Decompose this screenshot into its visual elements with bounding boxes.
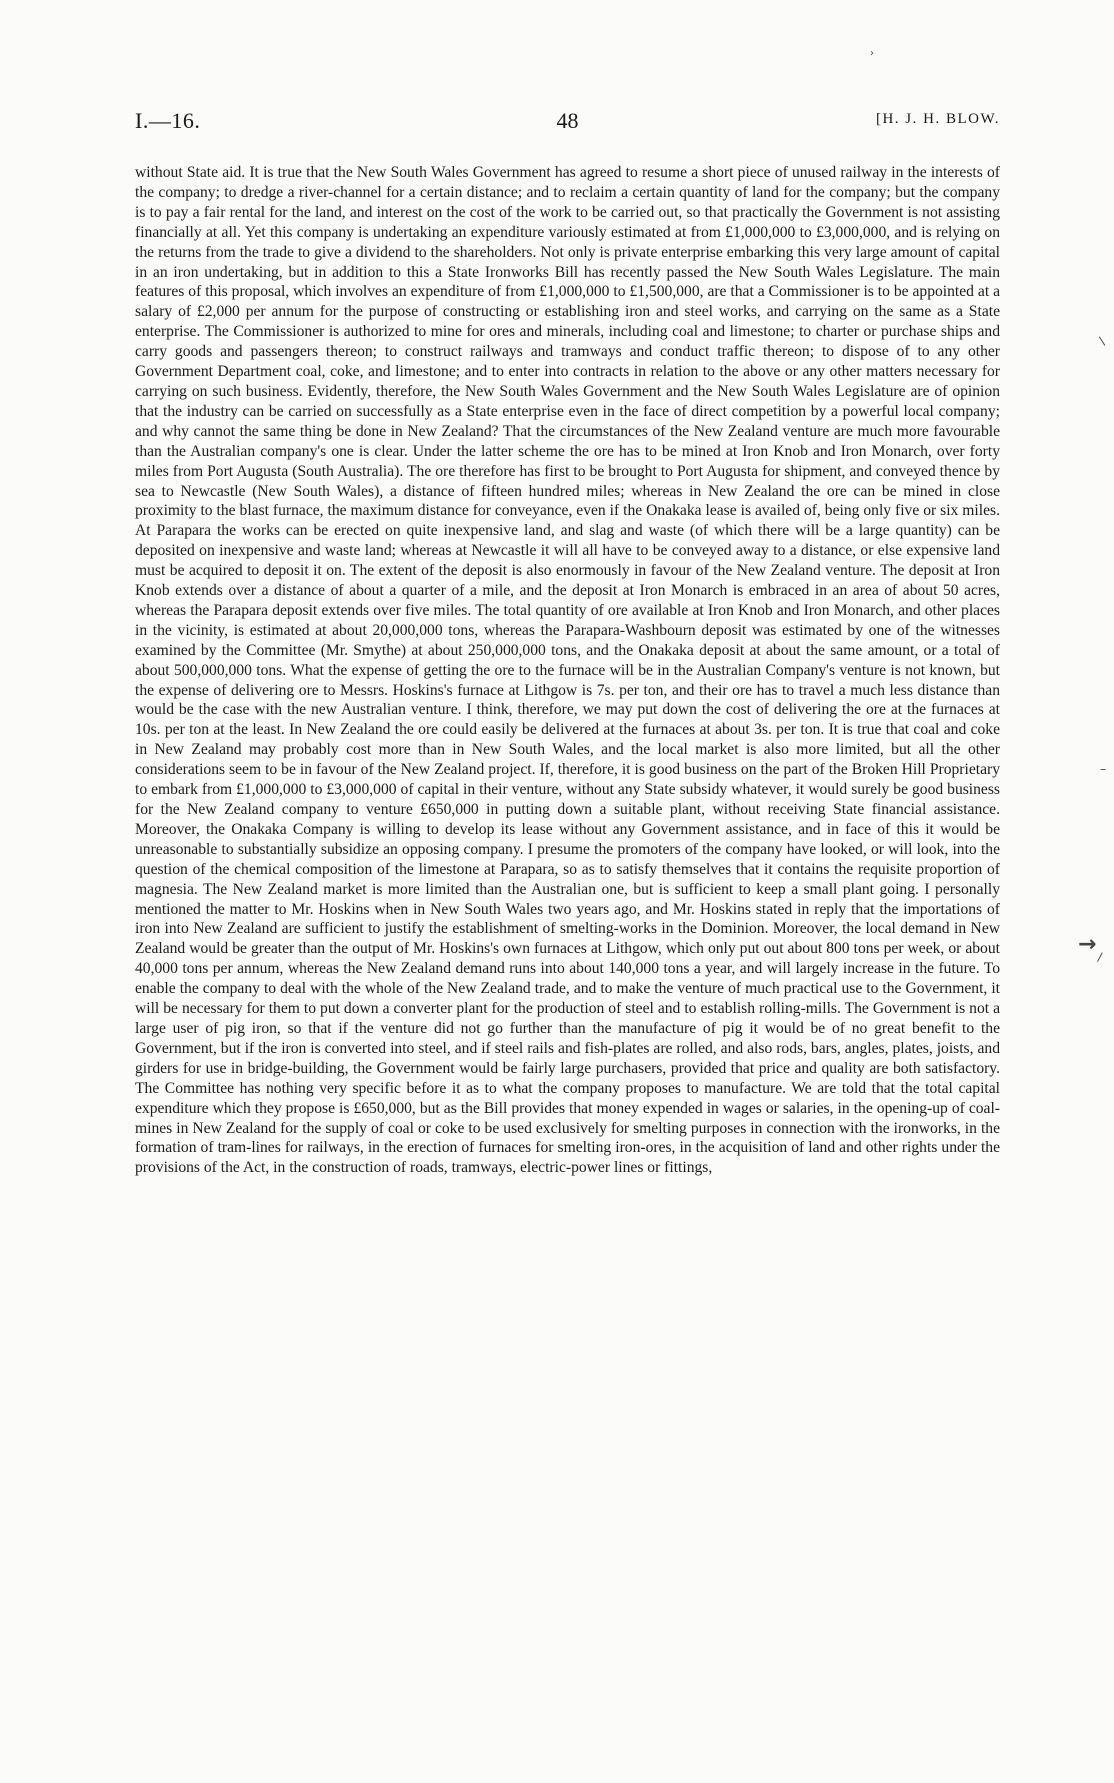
page-number: 48 (556, 108, 579, 133)
witness-name: [H. J. H. BLOW. (875, 111, 1000, 127)
margin-arrow-mark: → (1078, 932, 1097, 957)
margin-pencil-mark: / (1095, 334, 1109, 348)
margin-pencil-mark: – (1100, 762, 1106, 776)
scan-speck: › (870, 48, 874, 59)
body-text (135, 163, 1000, 1178)
margin-pencil-mark: \ (1093, 950, 1107, 964)
paper-reference: I.—16. (135, 108, 201, 133)
body-paragraph: without State aid. It is true that the New South Wales Government has agreed to resume a short piece of unused railway in the interests of the company; to dredge a river-channel for a certain distance; and to reclaim a certain quantity of land for the company; but the company is to pay a fair rental for the land, and interest on the cost of the work to be carried out, so that practically the Government is not assisting financially at all. Yet this company is undertaking an expenditure variously estimated at from £1,000,000 to £3,000,000, and is relying on the returns from the trade to give a dividend to the shareholders. Not only is private enterprise embarking this very large amount of capital in an iron undertaking, but in addition to this a State Ironworks Bill has recently passed the New South Wales Legislature. The main features of this proposal, which involves an expenditure of from £1,000,000 to £1,500,000, are that a Commissioner is to be appointed at a salary of £2,000 per annum for the purpose of constructing or establishing iron and steel works, and carrying on the same as a State enterprise. The Commissioner is authorized to mine for ores and minerals, including coal and limestone; to charter or purchase ships and carry goods and passengers thereon; to construct railways and tramways and conduct traffic thereon; to dispose of to any other Government Department coal, coke, and limestone; and to enter into contracts in relation to the above or any other matters necessary for carrying on such business. Evidently, therefore, the New South Wales Government and the New South Wales Legislature are of opinion that the industry can be carried on successfully as a State enterprise even in the face of direct competition by a powerful local company; and why cannot the same thing be done in New Zealand? That the circumstances of the New Zealand venture are much more favourable than the Australian company's one is clear. Under the latter scheme the ore has to be mined at Iron Knob and Iron Monarch, over forty miles from Port Augusta (South Australia). The ore therefore has first to be brought to Port Augusta for shipment, and conveyed thence by sea to Newcastle (New South Wales), a distance of fifteen hundred miles; whereas in New Zealand the ore can be mined in close proximity to the blast furnace, the maximum distance for conveyance, even if the Onakaka lease is availed of, being only five or six miles. At Parapara the works can be erected on quite inexpensive land, and slag and waste (of which there will be a large quantity) can be deposited on inexpensive and waste land; whereas at Newcastle it will all have to be conveyed away to a distance, or else expensive land must be acquired to deposit it on. The extent of the deposit is also enormously in favour of the New Zealand venture. The deposit at Iron Knob extends over a distance of about a quarter of a mile, and the deposit at Iron Monarch is embraced in an area of about 50 acres, whereas the Parapara deposit extends over five miles. The total quantity of ore available at Iron Knob and Iron Monarch, and other places in the vicinity, is estimated at about 20,000,000 tons, whereas the Parapara-Washbourn deposit was estimated by one of the witnesses examined by the Committee (Mr. Smythe) at about 250,000,000 tons, and the Onakaka deposit at about the same amount, or a total of about 500,000,000 tons. What the expense of getting the ore to the furnace will be in the Australian Company's venture is not known, but the expense of delivering ore to Messrs. Hoskins's furnace at Lithgow is 7s. per ton, and their ore has to travel a much less distance than would be the case with the new Australian venture. I think, therefore, we may put down the cost of delivering the ore at the furnaces at 10s. per ton at the least. In New Zealand the ore could easily be delivered at the furnaces at about 3s. per ton. It is true that coal and coke in New Zealand may probably cost more than in New South Wales, and the local market is also more limited, but all the other considerations seem to be in favour of the New Zealand project. If, therefore, it is good business on the part of the Broken Hill Proprietary to embark from £1,000,000 to £3,000,000 of capital in their venture, without any State subsidy whatever, it would surely be good business for the New Zealand company to venture £650,000 in putting down a suitable plant, without receiving State financial assistance. Moreover, the Onakaka Company is willing to develop its lease without any Government assistance, and in face of this it would be unreasonable to substantially subsidize an opposing company. I presume the promoters of the company have looked, or will look, into the question of the chemical composition of the limestone at Parapara, so as to satisfy themselves that it contains the requisite proportion of magnesia. The New Zealand market is more limited than the Australian one, but is sufficient to keep a small plant going. I personally mentioned the matter to Mr. Hoskins when in New South Wales two years ago, and Mr. Hoskins stated in reply that the importations of iron into New Zealand are sufficient to justify the establishment of smelting-works in the Dominion. Moreover, the local demand in New Zealand would be greater than the output of Mr. Hoskins's own furnaces at Lithgow, which only put out about 800 tons per week, or about 40,000 tons per annum, whereas the New Zealand demand runs into about 140,000 tons a year, and will largely increase in the future. To enable the company to deal with the whole of the New Zealand trade, and to make the venture of much practical use to the Government, it will be necessary for them to put down a converter plant for the production of steel and to establish rolling-mills. The Government is not a large user of pig iron, so that if the venture did not go further than the manufacture of pig it would be of no great benefit to the Government, but if the iron is converted into steel, and if steel rails and fish-plates are rolled, and also rods, bars, angles, plates, joists, and girders for use in bridge-building, the Government would be fairly large purchasers, provided that price and quality are both satisfactory. The Committee has nothing very specific before it as to what the company proposes to manufacture. We are told that the total capital expenditure which they propose is £650,000, but as the Bill provides that money expended in wages or salaries, in the opening-up of coal-mines in New Zealand for the supply of coal or coke to be used exclusively for smelting purposes in connection with the ironworks, in the formation of tram-lines for railways, in the erection of furnaces for smelting iron-ores, in the acquisition of land and other rights under the provisions of the Act, in the construction of roads, tramways, electric-power lines or fittings, (135, 164, 1000, 1177)
page-header (135, 108, 1000, 138)
